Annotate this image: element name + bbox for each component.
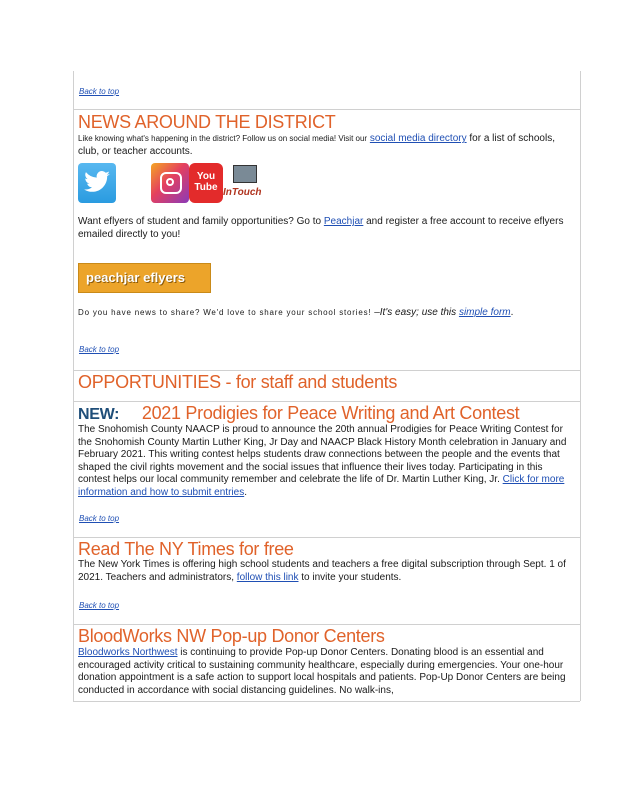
eflyers-text-2: and register a free account to receive eflyers emailed directly to you! <box>78 216 564 240</box>
prodigies-body <box>78 424 573 499</box>
prodigies-text: The Snohomish County NAACP is proud to announce the 20th annual Prodigies for Peace Writing Contest for the Snohomish County Martin Luther King, Jr Day and NAACP Black History Month celebration in January and February 2021. This writing contest helps students draw connections between the people and the events that shaped the civil rights movement and the social issues that influence their lives today. Participating in this contest helps our local community remember and celebrate the life of Dr. Martin Luther King, Jr. <box>78 424 567 485</box>
divider <box>73 624 580 625</box>
bloodworks-body <box>78 647 573 697</box>
nytimes-body <box>78 559 573 584</box>
share-paragraph <box>78 307 573 320</box>
news-intro-text-2: for a list of schools, club, or teacher accounts. <box>78 133 555 157</box>
prodigies-heading <box>78 403 519 424</box>
news-intro-text: Like knowing what's happening in the district? Follow us on social media! Visit our <box>78 134 368 143</box>
new-badge: NEW: <box>78 406 120 423</box>
eflyers-text: Want eflyers of student and family opportunities? Go to <box>78 216 322 227</box>
divider <box>73 401 580 402</box>
peachjar-banner[interactable] <box>78 263 211 293</box>
nytimes-follow-link[interactable]: follow this link <box>236 571 299 583</box>
nytimes-text-2: to invite your students. <box>301 571 402 583</box>
youtube-label-1: You <box>196 171 216 182</box>
back-to-top-link[interactable]: Back to top <box>79 345 120 354</box>
opportunities-heading: OPPORTUNITIES - for staff and students <box>78 372 398 392</box>
nytimes-text: The New York Times is offering high school students and teachers a free digital subscription through Sept. 1 of 2021. Teachers and administrators, <box>78 559 566 583</box>
bloodworks-link[interactable]: Bloodworks Northwest <box>78 647 178 658</box>
share-text: Do you have news to share? We'd love to share your school stories! <box>78 308 372 317</box>
prodigies-title: 2021 Prodigies for Peace Writing and Art Contest <box>141 403 520 423</box>
intouch-label: InTouch <box>223 187 262 198</box>
back-to-top-link[interactable]: Back to top <box>79 514 120 523</box>
peachjar-banner-label: peachjar eflyers <box>86 270 186 285</box>
twitter-icon[interactable] <box>78 163 116 203</box>
youtube-label-2: Tube <box>194 182 218 193</box>
news-intro <box>78 133 573 158</box>
news-heading: NEWS AROUND THE DISTRICT <box>78 112 336 132</box>
prodigies-more-info-link[interactable]: Click for more information and how to submit entries <box>78 474 565 498</box>
back-to-top-link[interactable]: Back to top <box>79 601 120 610</box>
eflyers-paragraph <box>78 216 573 241</box>
divider <box>73 109 580 110</box>
nytimes-heading: Read The NY Times for free <box>78 539 294 559</box>
bloodworks-text: is continuing to provide Pop-up Donor Centers. Donating blood is an essential and encouraged activity critical to sustaining community healthcare, especially during emergencies. Your one-hour donation appointment is a safe action to support local hospitals and patients. Pop-Up Donor Centers are being conducted in accordance with social distancing guidelines. No walk-ins, <box>78 647 566 696</box>
intouch-icon[interactable] <box>223 163 261 203</box>
youtube-icon[interactable] <box>189 163 223 203</box>
bloodworks-heading: BloodWorks NW Pop-up Donor Centers <box>78 626 385 646</box>
share-text-2: –It's easy; use this <box>374 307 457 318</box>
share-end: . <box>510 307 514 318</box>
intouch-screen <box>233 165 257 183</box>
divider <box>73 370 580 371</box>
divider <box>73 701 580 702</box>
divider <box>73 537 580 538</box>
peachjar-link[interactable]: Peachjar <box>323 216 364 227</box>
back-to-top-link[interactable]: Back to top <box>79 87 120 96</box>
instagram-icon[interactable] <box>151 163 189 203</box>
prodigies-end: . <box>244 486 247 498</box>
social-media-directory-link[interactable]: social media directory <box>369 133 467 144</box>
simple-form-link[interactable]: simple form <box>458 307 511 318</box>
